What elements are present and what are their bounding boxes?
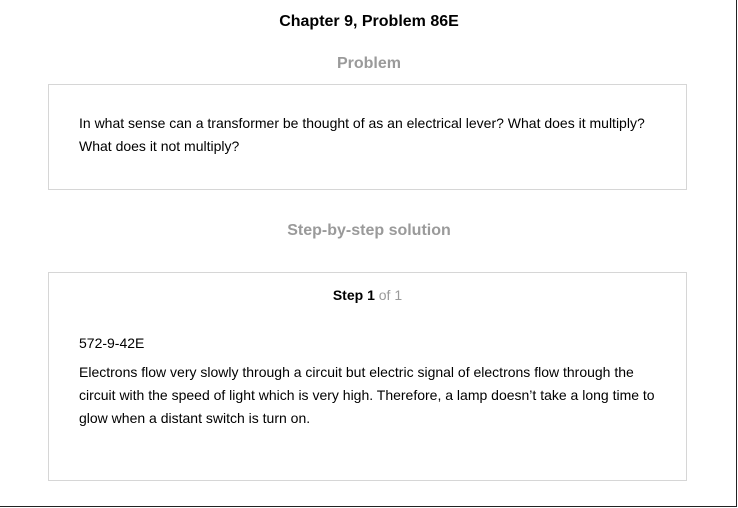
step-text: Electrons flow very slowly through a circuit but electric signal of electrons flow through the circuit with the speed of light which is very high. Therefore, a lamp doesn’t take a long time to glow when a distant switch is turn on. [79,364,655,426]
step-word: Step [332,287,364,303]
step-of-word: of [378,287,391,303]
problem-text: In what sense can a transformer be thought of as an electrical lever? What does it multiply? What does it not multiply? [79,115,645,154]
step-code: 572-9-42E [79,335,145,351]
solution-heading: Step-by-step solution [287,222,451,239]
page-title: Chapter 9, Problem 86E [279,13,459,30]
step-number: 1 [367,287,375,303]
solution-box [48,272,687,481]
problem-box [48,84,687,190]
step-total: 1 [394,287,403,303]
problem-heading: Problem [336,55,401,72]
step-label [49,286,686,304]
